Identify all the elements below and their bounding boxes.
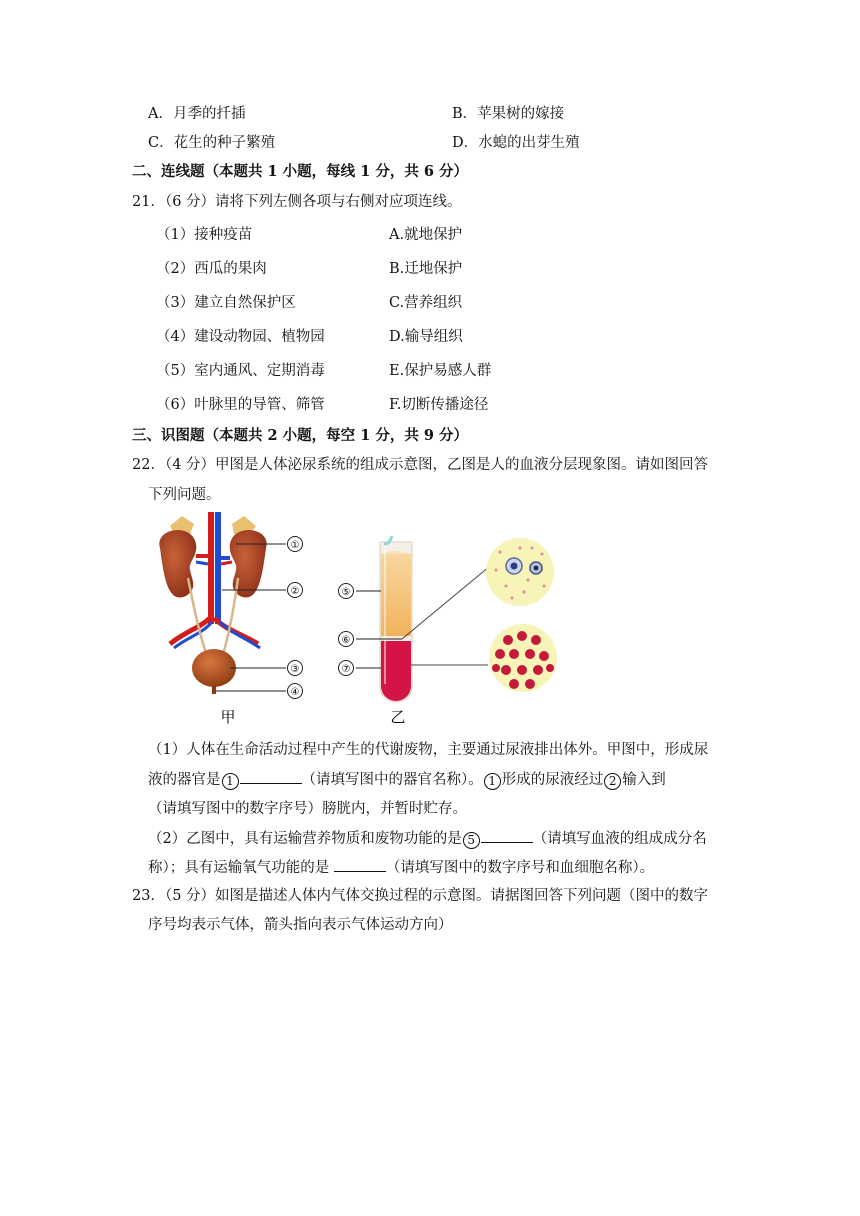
q22-stem-line1: 22．（4 分）甲图是人体泌尿系统的组成示意图，乙图是人的血液分层现象图。请如图回答 [132,457,709,473]
q21-stem: 21．（6 分）请将下列左侧各项与右侧对应项连线。 [132,194,462,210]
circled-number: 1 [222,773,239,790]
q21-right-item: E.保护易感人群 [389,363,492,379]
q21-right-item: C.营养组织 [389,295,463,311]
label-1-text: ① [290,540,300,551]
q23-stem-line1: 23．（5 分）如图是描述人体内气体交换过程的示意图。请据图回答下列问题（图中的数字 [132,888,709,904]
label-7-text: ⑦ [341,664,351,675]
urinary-system-diagram [159,512,302,726]
label-7 [339,661,354,676]
section-title-matching: 二、连线题（本题共 1 小题，每线 1 分，共 6 分） [132,163,469,180]
label-4-text: ④ [290,687,300,698]
q21-right-item: F.切断传播途径 [389,397,489,413]
option-b: B．苹果树的嫁接 [452,106,565,122]
kidney [230,530,267,597]
q22-p2-line2: 称）；具有运输氧气功能的是 （请填写图中的数字序号和血细胞名称）。 [148,857,654,878]
q21-left-item: （4）建设动物园、植物园 [156,329,325,345]
blood-tube-diagram [339,536,558,726]
answer-blank[interactable] [481,828,533,843]
section-title-figures: 三、识图题（本题共 2 小题，每空 1 分，共 9 分） [132,427,469,444]
answer-blank[interactable] [334,857,386,872]
answer-blank[interactable] [240,769,302,784]
q21-left-item: （3）建立自然保护区 [156,295,296,311]
circled-number: 1 [484,773,501,790]
label-1 [288,537,303,552]
q21-right-item: D.输导组织 [389,329,463,345]
q22-p2-line1: （2）乙图中，具有运输营养物质和废物功能的是 5 （请填写血液的组成成分名 [148,828,707,849]
label-4 [288,684,303,699]
option-c: C．花生的种子繁殖 [148,135,276,151]
q22-p1-line2: 液的器官是 1 （请填写图中的器官名称）。 1 形成的尿液经过 2 输入到 [148,769,666,790]
label-5-text: ⑤ [341,587,351,598]
label-3 [288,661,303,676]
q21-left-item: （1）接种疫苗 [156,227,253,243]
q21-left-item: （6）叶脉里的导管、筛管 [156,397,325,413]
option-d: D．水螅的出芽生殖 [452,135,580,151]
white-cells-platelets-magnified [486,538,554,606]
caption-yi: 乙 [390,708,406,726]
label-5 [339,584,354,599]
circled-number: 5 [463,832,480,849]
label-3-text: ③ [290,664,300,675]
red-cells-magnified [489,624,557,692]
label-6-text: ⑥ [341,635,351,646]
q22-stem-line2: 下列问题。 [148,487,221,503]
q21-left-item: （2）西瓜的果肉 [156,261,267,277]
q23-stem-line2: 序号均表示气体，箭头指向表示气体运动方向） [148,917,453,933]
bladder [192,649,236,687]
q21-left-item: （5）室内通风、定期消毒 [156,363,325,379]
q22-figure [140,508,570,730]
q21-right-item: A.就地保护 [389,227,463,243]
option-a: A．月季的扦插 [148,106,246,122]
q21-right-item: B.迁地保护 [389,261,463,277]
label-6 [339,632,354,647]
q22-p1-line3: （请填写图中的数字序号）膀胱内，并暂时贮存。 [148,801,467,817]
q22-p1-line1: （1）人体在生命活动过程中产生的代谢废物，主要通过尿液排出体外。甲图中，形成尿 [148,742,709,758]
circled-number: 2 [604,773,621,790]
label-2 [288,583,303,598]
label-2-text: ② [290,586,300,597]
caption-jia: 甲 [220,708,236,726]
